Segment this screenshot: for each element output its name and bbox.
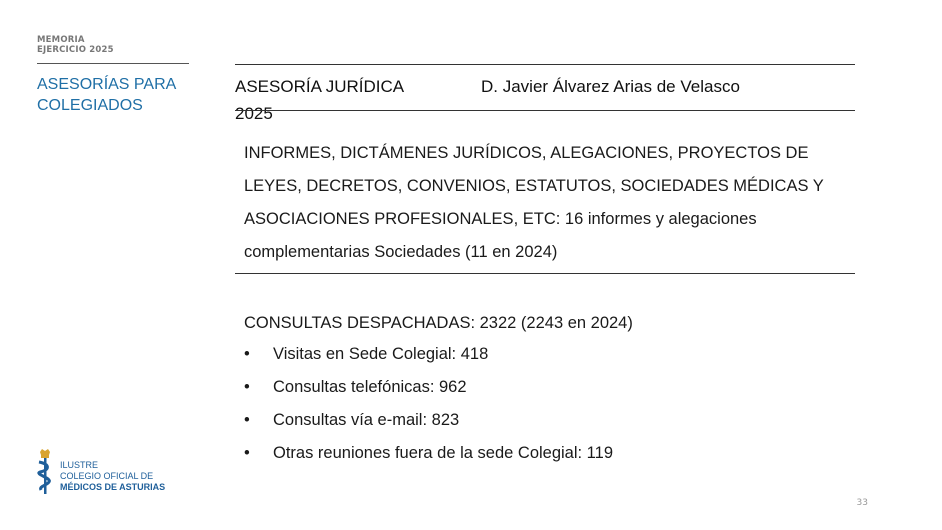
header-divider <box>235 110 855 111</box>
logo-line-2: COLEGIO OFICIAL DE <box>60 471 154 481</box>
logo-line-1: ILUSTRE <box>60 460 99 470</box>
list-item <box>244 376 613 409</box>
report-year: EJERCICIO 2025 <box>37 45 114 55</box>
asesoria-year: 2025 <box>235 104 273 123</box>
bullet-icon: • <box>244 345 250 363</box>
college-logo <box>36 448 176 496</box>
top-divider <box>235 64 855 65</box>
list-item <box>244 442 613 475</box>
list-item-text: Consultas telefónicas: 962 <box>273 378 467 396</box>
list-item-text: Visitas en Sede Colegial: 418 <box>273 345 489 363</box>
list-item-text: Consultas vía e-mail: 823 <box>273 411 460 429</box>
list-item <box>244 343 613 376</box>
informes-divider <box>235 273 855 274</box>
left-divider <box>37 63 189 64</box>
asesoria-title: ASESORÍA JURÍDICA <box>235 77 405 96</box>
page-number: 33 <box>856 498 868 508</box>
caduceus-icon <box>36 448 54 496</box>
informes-paragraph: INFORMES, DICTÁMENES JURÍDICOS, ALEGACIONES, PROYECTOS DE LEYES, DECRETOS, CONVENIOS, ESTATUTOS, SOCIEDADES MÉDICAS Y ASOCIACIONES PROFESIONALES, ETC: 16 informes y alegaciones complementarias Sociedades (11 en 2024) <box>244 144 824 261</box>
list-item-text: Otras reuniones fuera de la sede Colegial: 119 <box>273 444 613 462</box>
section-title: ASESORÍAS PARA COLEGIADOS <box>37 76 176 114</box>
consultas-heading: CONSULTAS DESPACHADAS: 2322 (2243 en 2024) <box>244 314 633 332</box>
list-item <box>244 409 613 442</box>
bullet-icon: • <box>244 378 250 396</box>
consultas-list <box>244 343 613 475</box>
report-title: MEMORIA <box>37 35 85 45</box>
logo-line-3: MÉDICOS DE ASTURIAS <box>60 482 166 492</box>
asesoria-author: D. Javier Álvarez Arias de Velasco <box>481 77 740 96</box>
report-label <box>37 35 114 55</box>
bullet-icon: • <box>244 411 250 429</box>
bullet-icon: • <box>244 444 250 462</box>
